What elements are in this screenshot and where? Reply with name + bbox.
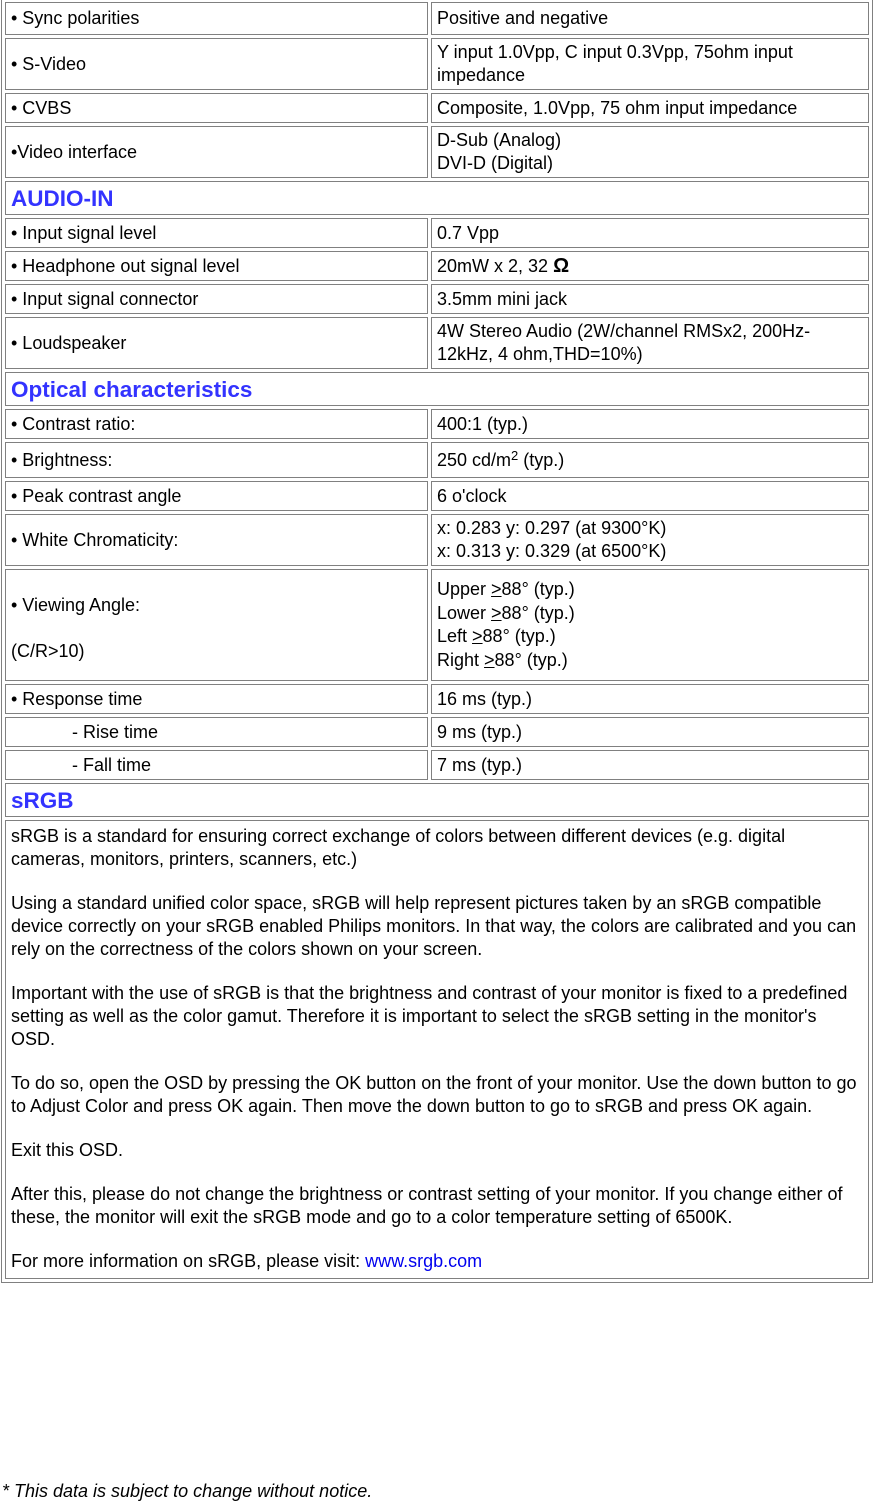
row-value: 400:1 (typ.) bbox=[431, 409, 869, 439]
paragraph: Using a standard unified color space, sRGB will help represent pictures taken by an sRGB compatible device correctly on your sRGB enabled Philips monitors. In that way, the colors are calibrated and you can rely on the correctness of the colors shown on your screen. bbox=[11, 893, 857, 959]
table-row bbox=[5, 684, 869, 714]
row-label: •Video interface bbox=[5, 126, 428, 178]
table-row bbox=[5, 514, 869, 566]
row-label: • Response time bbox=[5, 684, 428, 714]
section-header bbox=[5, 372, 869, 406]
row-label: • Input signal connector bbox=[5, 284, 428, 314]
val: 88° (typ.) bbox=[494, 649, 568, 670]
ohm-icon: Ω bbox=[553, 254, 570, 277]
paragraph: sRGB is a standard for ensuring correct exchange of colors between different devices (e.g. digital cameras, monitors, printers, scanners, etc.) bbox=[11, 826, 786, 869]
row-label: • White Chromaticity: bbox=[5, 514, 428, 566]
paragraph: After this, please do not change the brightness or contrast setting of your monitor. If you change either of these, the monitor will exit the sRGB mode and go to a color temperature setting of 6500K. bbox=[11, 1184, 843, 1227]
row-value: 4W Stereo Audio (2W/channel RMSx2, 200Hz-12kHz, 4 ohm,THD=10%) bbox=[431, 317, 869, 369]
value-line bbox=[437, 579, 575, 599]
row-label: • Loudspeaker bbox=[5, 317, 428, 369]
value-line: DVI-D (Digital) bbox=[437, 153, 554, 173]
row-value bbox=[431, 514, 869, 566]
paragraph: To do so, open the OSD by pressing the OK button on the front of your monitor. Use the down button to go to Adjust Color and press OK again. Then move the down button to go to sRGB and press OK again. bbox=[11, 1073, 857, 1116]
spec-table bbox=[1, 0, 873, 1283]
viewing-angle-label: • Viewing Angle: bbox=[11, 594, 141, 615]
table-row bbox=[5, 409, 869, 439]
table-row bbox=[5, 481, 869, 511]
row-value bbox=[431, 569, 869, 681]
section-header bbox=[5, 181, 869, 215]
table-row bbox=[5, 284, 869, 314]
row-value: Positive and negative bbox=[431, 2, 869, 35]
value-text: 20mW x 2, 32 bbox=[437, 255, 549, 276]
row-value: 7 ms (typ.) bbox=[431, 750, 869, 780]
table-row bbox=[5, 442, 869, 478]
value-text: 250 cd/m bbox=[437, 449, 512, 470]
value-line bbox=[437, 603, 575, 623]
val: 88° (typ.) bbox=[482, 626, 556, 646]
val: 88° (typ.) bbox=[501, 579, 575, 599]
paragraph: Important with the use of sRGB is that the brightness and contrast of your monitor is fixed to a predefined setting as well as the color gamut. Therefore it is important to select the sRGB setting in the monitor's OSD. bbox=[11, 983, 848, 1049]
gte-symbol: > bbox=[491, 579, 502, 599]
row-value: 9 ms (typ.) bbox=[431, 717, 869, 747]
superscript: 2 bbox=[511, 447, 519, 463]
row-label: - Fall time bbox=[5, 750, 428, 780]
more-info-paragraph bbox=[11, 1250, 863, 1273]
viewing-angle-note: (C/R>10) bbox=[11, 640, 85, 661]
table-row bbox=[5, 717, 869, 747]
row-value: 3.5mm mini jack bbox=[431, 284, 869, 314]
srgb-link[interactable]: www.srgb.com bbox=[365, 1251, 483, 1271]
row-label: • CVBS bbox=[5, 93, 428, 123]
dir: Lower bbox=[437, 602, 492, 623]
row-value: 16 ms (typ.) bbox=[431, 684, 869, 714]
table-row bbox=[5, 93, 869, 123]
section-title-srgb: sRGB bbox=[5, 783, 869, 817]
value-text: (typ.) bbox=[518, 449, 565, 470]
value-line: x: 0.313 y: 0.329 (at 6500°K) bbox=[437, 541, 667, 561]
table-row bbox=[5, 569, 869, 681]
row-label: • Contrast ratio: bbox=[5, 409, 428, 439]
table-row bbox=[5, 750, 869, 780]
value-line bbox=[437, 626, 556, 646]
table-row bbox=[5, 126, 869, 178]
row-label: • Brightness: bbox=[5, 442, 428, 478]
dir: Upper bbox=[437, 579, 492, 599]
value-line: x: 0.283 y: 0.297 (at 9300°K) bbox=[437, 518, 667, 538]
section-header bbox=[5, 783, 869, 817]
row-value bbox=[431, 126, 869, 178]
footnote: * This data is subject to change without notice. bbox=[2, 1481, 373, 1501]
row-value bbox=[431, 442, 869, 478]
table-row bbox=[5, 251, 869, 281]
table-row bbox=[5, 38, 869, 90]
table-row bbox=[5, 2, 869, 35]
table-row bbox=[5, 317, 869, 369]
dir: Right bbox=[437, 649, 485, 670]
value-line bbox=[437, 650, 568, 670]
gte-symbol: > bbox=[484, 649, 495, 670]
row-label: • S-Video bbox=[5, 38, 428, 90]
row-value: Y input 1.0Vpp, C input 0.3Vpp, 75ohm input impedance bbox=[431, 38, 869, 90]
more-info-text: For more information on sRGB, please visit: bbox=[11, 1251, 366, 1271]
val: 88° (typ.) bbox=[501, 602, 575, 623]
row-label bbox=[5, 569, 428, 681]
dir: Left bbox=[437, 626, 473, 646]
row-value: 6 o'clock bbox=[431, 481, 869, 511]
table-row bbox=[5, 218, 869, 248]
value-line: D-Sub (Analog) bbox=[437, 130, 562, 150]
section-title-audio: AUDIO-IN bbox=[5, 181, 869, 215]
row-label: • Input signal level bbox=[5, 218, 428, 248]
paragraph: Exit this OSD. bbox=[11, 1140, 124, 1160]
row-value: 0.7 Vpp bbox=[431, 218, 869, 248]
row-label: • Headphone out signal level bbox=[5, 251, 428, 281]
section-title-optical: Optical characteristics bbox=[5, 372, 869, 406]
table-row bbox=[5, 820, 869, 1279]
row-label: • Peak contrast angle bbox=[5, 481, 428, 511]
row-value: Composite, 1.0Vpp, 75 ohm input impedance bbox=[431, 93, 869, 123]
srgb-description bbox=[5, 820, 869, 1279]
gte-symbol: > bbox=[491, 602, 502, 623]
row-label: • Sync polarities bbox=[5, 2, 428, 35]
row-label: - Rise time bbox=[5, 717, 428, 747]
gte-symbol: > bbox=[472, 626, 483, 646]
row-value bbox=[431, 251, 869, 281]
